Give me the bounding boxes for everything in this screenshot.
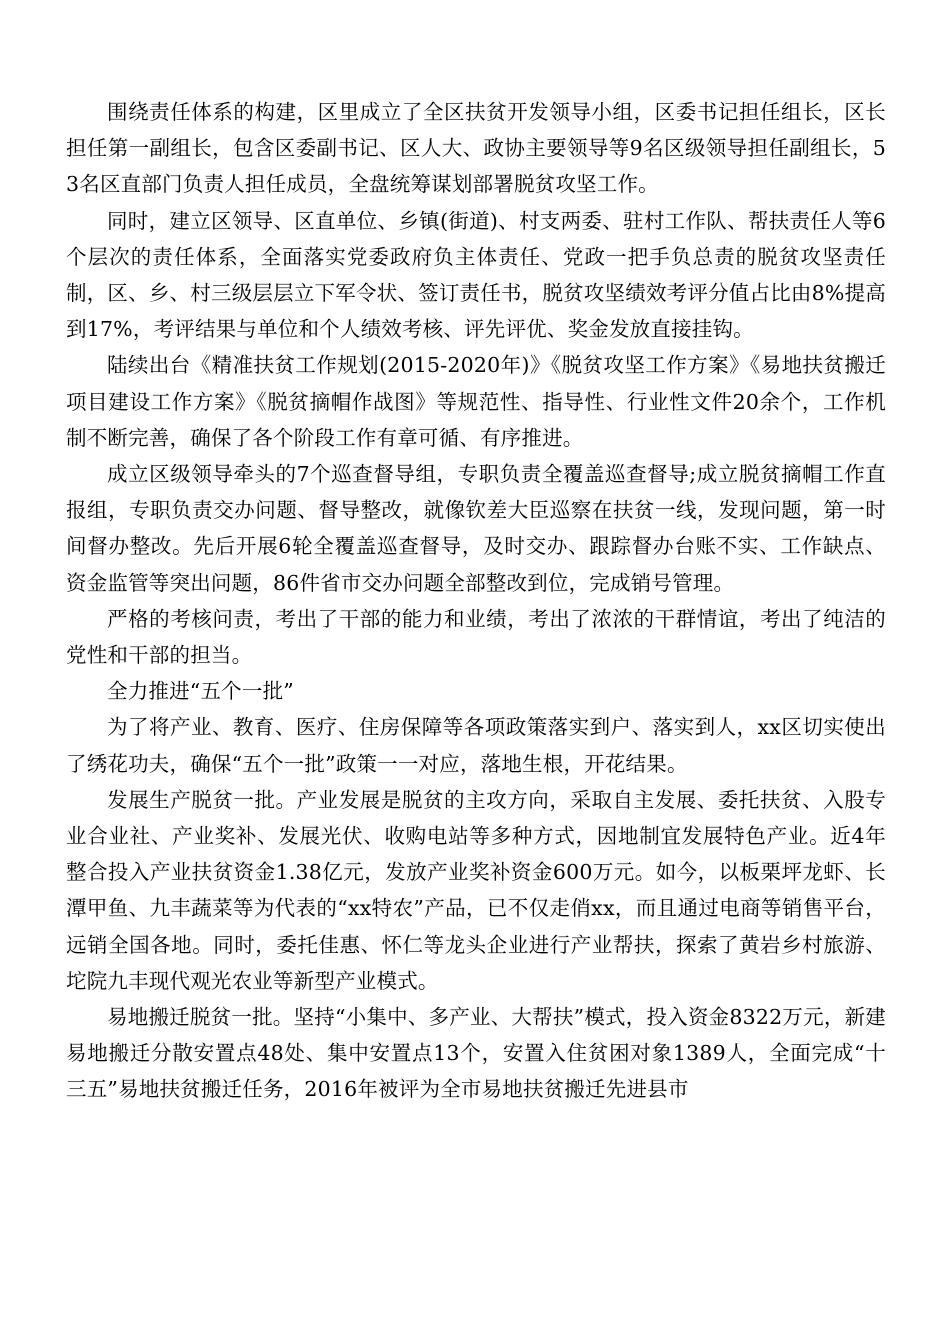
paragraph-7: 发展生产脱贫一批。产业发展是脱贫的主攻方向，采取自主发展、委托扶贫、入股专业合业社、产业奖补、发展光伏、收购电站等多种方式，因地制宜发展特色产业。近4年整合投入产业扶贫资金1.38亿元，发放产业奖补资金600万元。如今，以板栗坪龙虾、长潭甲鱼、九丰蔬菜等为代表的“xx特农”产品，已不仅走俏xx，而且通过电商等销售平台，远销全国各地。同时，委托佳惠、怀仁等龙头企业进行产业帮扶，探索了黄岩乡村旅游、坨院九丰现代观光农业等新型产业模式。	[66, 787, 886, 993]
section-heading: 全力推进“五个一批”	[107, 679, 294, 704]
paragraph-1: 围绕责任体系的构建，区里成立了全区扶贫开发领导小组，区委书记担任组长，区长担任第一副组长，包含区委副书记、区人大、政协主要领导等9名区级领导担任副组长，53名区直部门负责人担任成员，全盘统筹谋划部署脱贫攻坚工作。	[66, 100, 886, 197]
paragraph-6: 为了将产业、教育、医疗、住房保障等各项政策落实到户、落实到人，xx区切实使出了绣花功夫，确保“五个一批”政策一一对应，落地生根，开花结果。	[66, 715, 886, 776]
paragraph-5: 严格的考核问责，考出了干部的能力和业绩，考出了浓浓的干群情谊，考出了纯洁的党性和干部的担当。	[66, 606, 886, 668]
paragraph-3: 陆续出台《精准扶贫工作规划(2015-2020年)》《脱贫攻坚工作方案》《易地扶贫搬迁项目建设工作方案》《脱贫摘帽作战图》等规范性、指导性、行业性文件20余个，工作机制不断完善，确保了各个阶段工作有章可循、有序推进。	[66, 353, 886, 450]
paragraph-4: 成立区级领导牵头的7个巡查督导组，专职负责全覆盖巡查督导;成立脱贫摘帽工作直报组，专职负责交办问题、督导整改，就像钦差大臣巡察在扶贫一线，发现问题，第一时间督办整改。先后开展6轮全覆盖巡查督导，及时交办、跟踪督办台账不实、工作缺点、资金监管等突出问题，86件省市交办问题全部整改到位，完成销号管理。	[66, 462, 886, 595]
paragraph-2: 同时，建立区领导、区直单位、乡镇(街道)、村支两委、驻村工作队、帮扶责任人等6个层次的责任体系，全面落实党委政府负主体责任、党政一把手负总责的脱贫攻坚责任制，区、乡、村三级层层立下军令状、签订责任书，脱贫攻坚绩效考评分值占比由8%提高到17%，考评结果与单位和个人绩效考核、评先评优、奖金发放直接挂钩。	[66, 208, 886, 342]
paragraph-8: 易地搬迁脱贫一批。坚持“小集中、多产业、大帮扶”模式，投入资金8322万元，新建易地搬迁分散安置点48处、集中安置点13个，安置入住贫困对象1389人，全面完成“十三五”易地扶贫搬迁任务，2016年被评为全市易地扶贫搬迁先进县市	[66, 1005, 886, 1102]
document-page	[66, 94, 886, 1108]
